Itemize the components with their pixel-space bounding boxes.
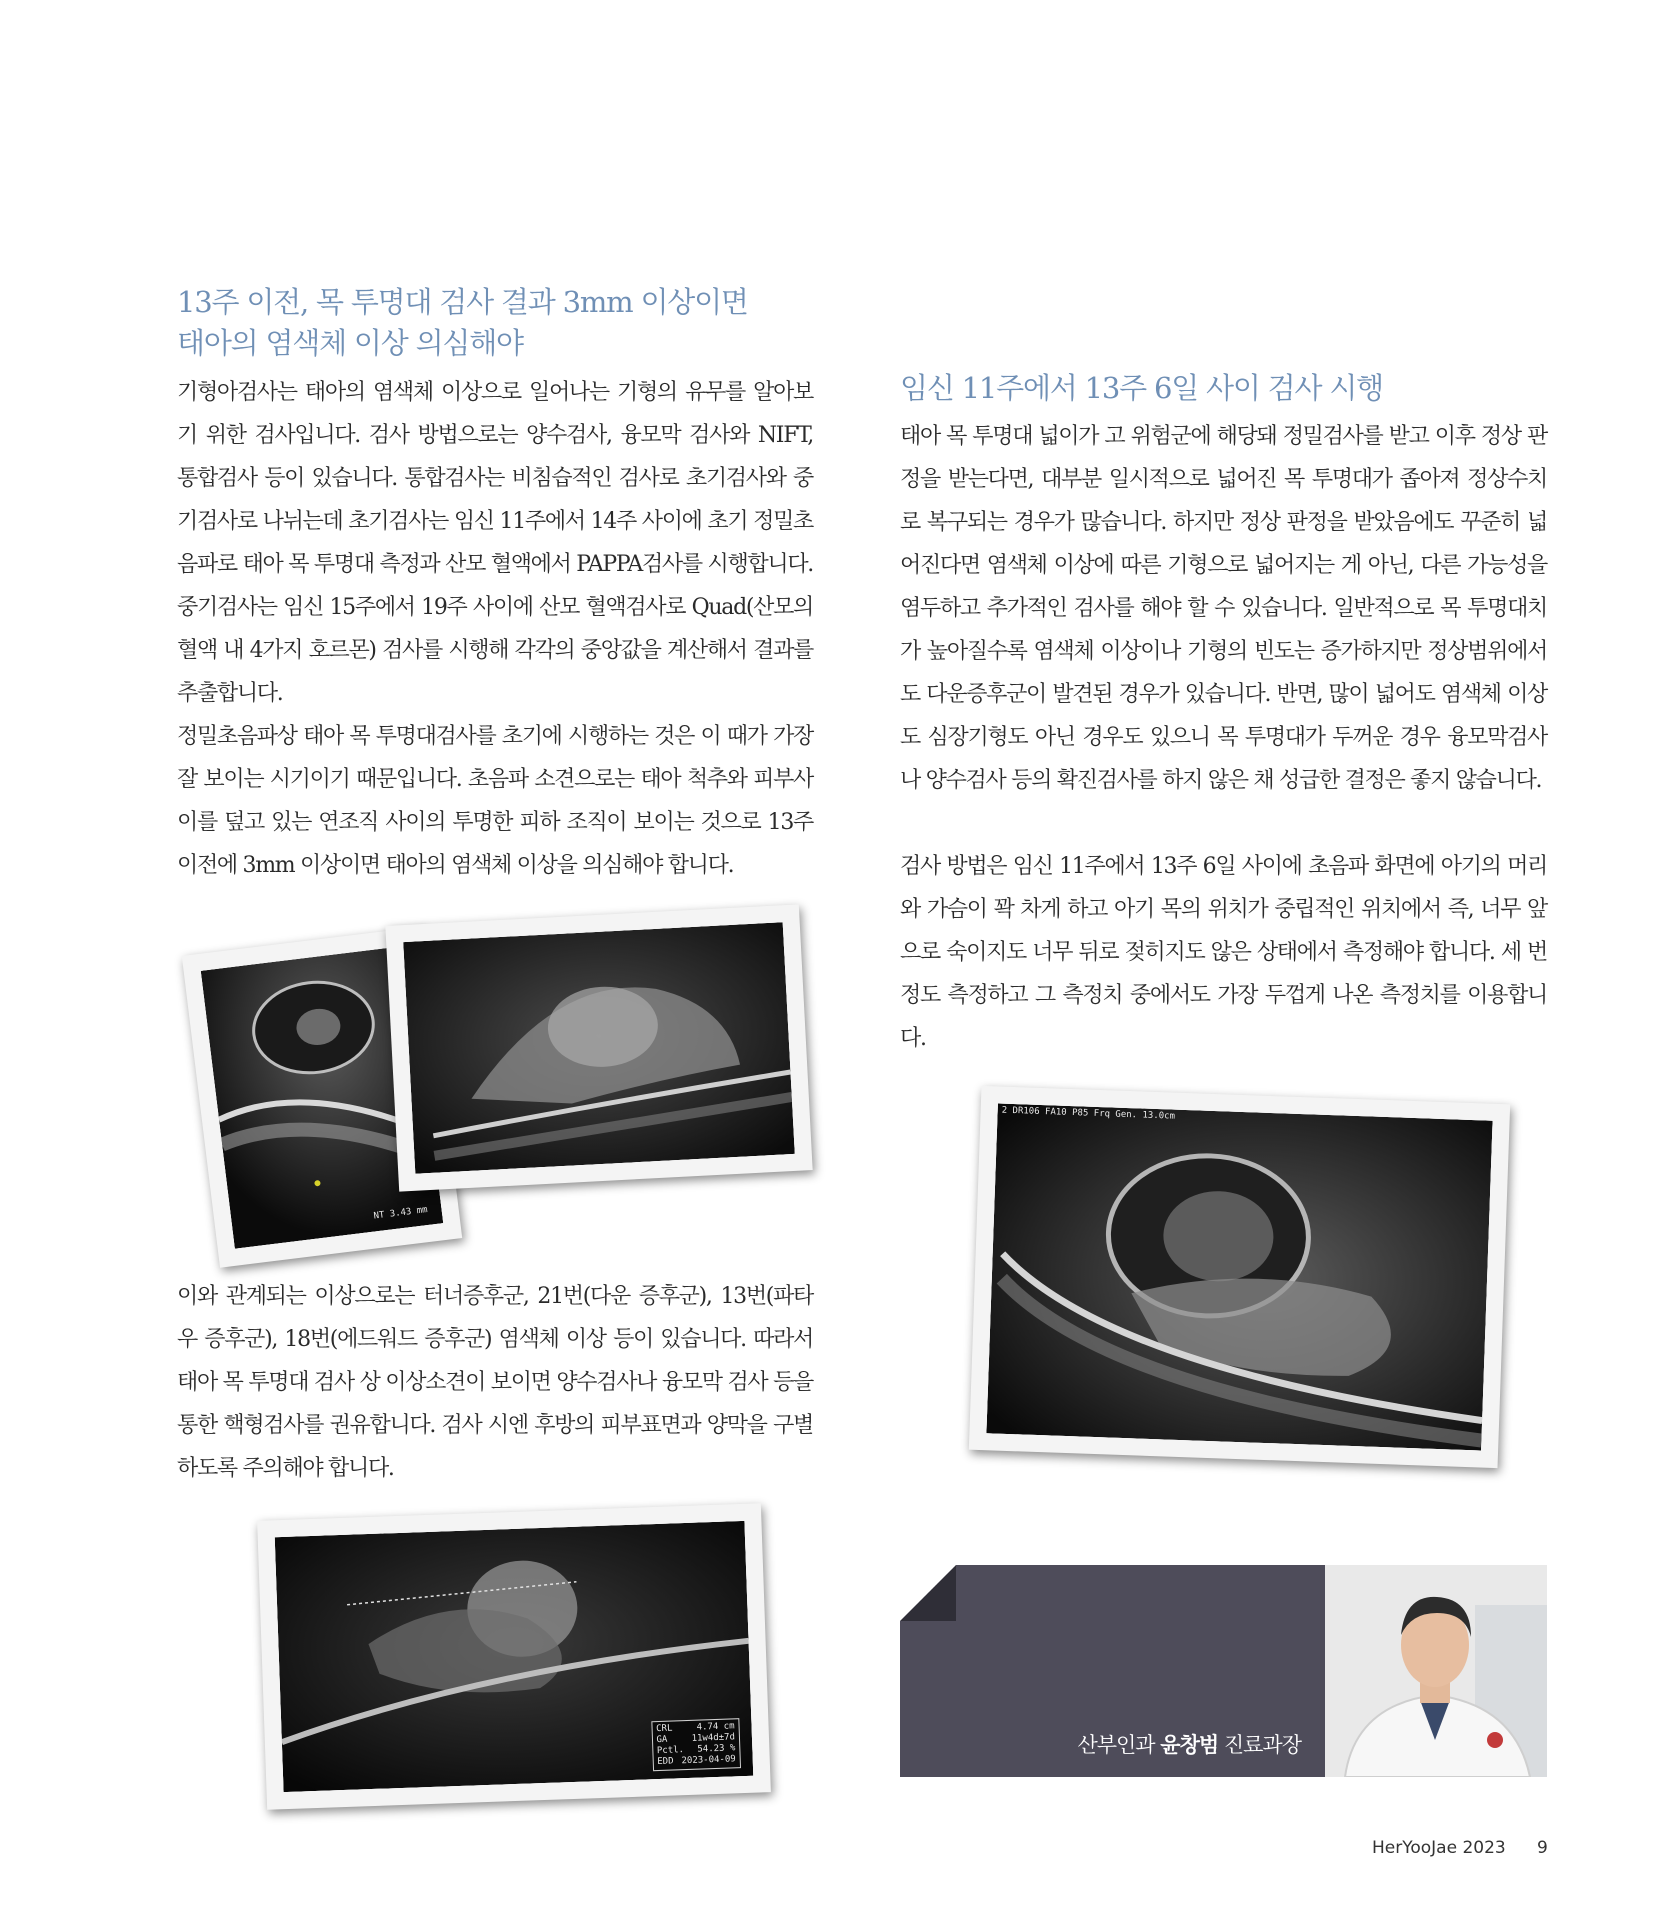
left-heading <box>177 282 797 364</box>
crl-measurement-table <box>651 1718 741 1771</box>
ultrasound-image <box>275 1521 754 1792</box>
left-paragraph-2: 정밀초음파상 태아 목 투명대검사를 초기에 시행하는 것은 이 때가 가장 잘 보이는 시기이기 때문입니다. 초음파 소견으로는 태아 척추와 피부사이를 덮고 있는 연조직 사이의 투명한 피하 조직이 보이는 것으로 13주 이전에 3mm 이상이면 태아의 염색체 이상을 의심해야 합니다. <box>177 724 813 878</box>
page-fold <box>900 1565 956 1621</box>
doctor-dept: 산부인과 <box>1077 1733 1155 1757</box>
ultrasound-image <box>403 922 795 1174</box>
left-heading-line2: 태아의 염색체 이상 의심해야 <box>177 326 523 360</box>
magazine-name: HerYooJae 2023 <box>1372 1838 1506 1858</box>
left-heading-line1: 13주 이전, 목 투명대 검사 결과 3mm 이상이면 <box>177 285 748 319</box>
doctor-photo <box>1325 1565 1547 1777</box>
crl-row: CRL 4.74 cm <box>655 1721 735 1735</box>
left-paragraph-3: 이와 관계되는 이상으로는 터너증후군, 21번(다운 증후군), 13번(파타우 증후군), 18번(에드워드 증후군) 염색체 이상 등이 있습니다. 따라서 태아 목 투명대 검사 상 이상소견이 보이면 양수검사나 융모막 검사 등을 통한 핵형검사를 권유합니다. 검사 시엔 후방의 피부표면과 양막을 구별하도록 주의해야 합니다. <box>177 1284 813 1481</box>
ultrasound-photo-right <box>969 1086 1510 1468</box>
edd-row: EDD 2023-04-09 <box>657 1754 736 1768</box>
pctl-row: Pctl. 54.23 % <box>656 1743 736 1757</box>
right-heading: 임신 11주에서 13주 6일 사이 검사 시행 <box>900 371 1383 405</box>
left-paragraph-1: 기형아검사는 태아의 염색체 이상으로 일어나는 기형의 유무를 알아보기 위한 검사입니다. 검사 방법으로는 양수검사, 융모막 검사와 NIFT, 통합검사 등이 있습니다. 통합검사는 비침습적인 검사로 초기검사와 중기검사로 나뉘는데 초기검사는 임신 11주에서 14주 사이에 초기 정밀초음파로 태아 목 투명대 측정과 산모 혈액에서 PAPPA검사를 시행합니다. 중기검사는 임신 15주에서 19주 사이에 산모 혈액검사로 Quad(산모의 혈액 내 4가지 호르몬) 검사를 시행해 각각의 중앙값을 계산해서 결과를 추출합니다. <box>177 380 813 706</box>
doctor-card <box>900 1565 1547 1777</box>
right-paragraph-2: 검사 방법은 임신 11주에서 13주 6일 사이에 초음파 화면에 아기의 머리와 가슴이 꽉 차게 하고 아기 목의 위치가 중립적인 위치에서 즉, 너무 앞으로 숙이지도 너무 뒤로 젖히지도 않은 상태에서 측정해야 합니다. 세 번 정도 측정하고 그 측정치 중에서도 가장 두껍게 나온 측정치를 이용합니다. <box>900 854 1547 1051</box>
doctor-portrait <box>1325 1565 1547 1777</box>
right-paragraph-1: 태아 목 투명대 넓이가 고 위험군에 해당돼 정밀검사를 받고 이후 정상 판정을 받는다면, 대부분 일시적으로 넓어진 목 투명대가 좁아져 정상수치로 복구되는 경우가 많습니다. 하지만 정상 판정을 받았음에도 꾸준히 넓어진다면 염색체 이상에 따른 기형으로 넓어지는 게 아닌, 다른 가능성을 염두하고 추가적인 검사를 해야 할 수 있습니다. 일반적으로 목 투명대치가 높아질수록 염색체 이상이나 기형의 빈도는 증가하지만 정상범위에서도 다운증후군이 발견된 경우가 있습니다. 반면, 많이 넓어도 염색체 이상도 심장기형도 아닌 경우도 있으니 목 투명대가 두꺼운 경우 융모막검사나 양수검사 등의 확진검사를 하지 않은 채 성급한 결정은 좋지 않습니다. <box>900 424 1547 793</box>
ga-row: GA 11w4d±7d <box>656 1732 736 1746</box>
doctor-caption <box>1077 1729 1301 1759</box>
doctor-name: 윤창범 <box>1160 1733 1219 1757</box>
scan-header-label: 2 DR106 FA10 P85 Frq Gen. 13.0cm <box>1001 1105 1176 1122</box>
nt-measurement-label: NT 3.43 mm <box>373 1205 429 1222</box>
doctor-title: 진료과장 <box>1223 1733 1301 1757</box>
page-number: 9 <box>1537 1838 1548 1858</box>
ultrasound-image <box>986 1103 1492 1450</box>
ultrasound-photo-crl <box>257 1503 771 1809</box>
ultrasound-photo-profile <box>385 904 812 1191</box>
